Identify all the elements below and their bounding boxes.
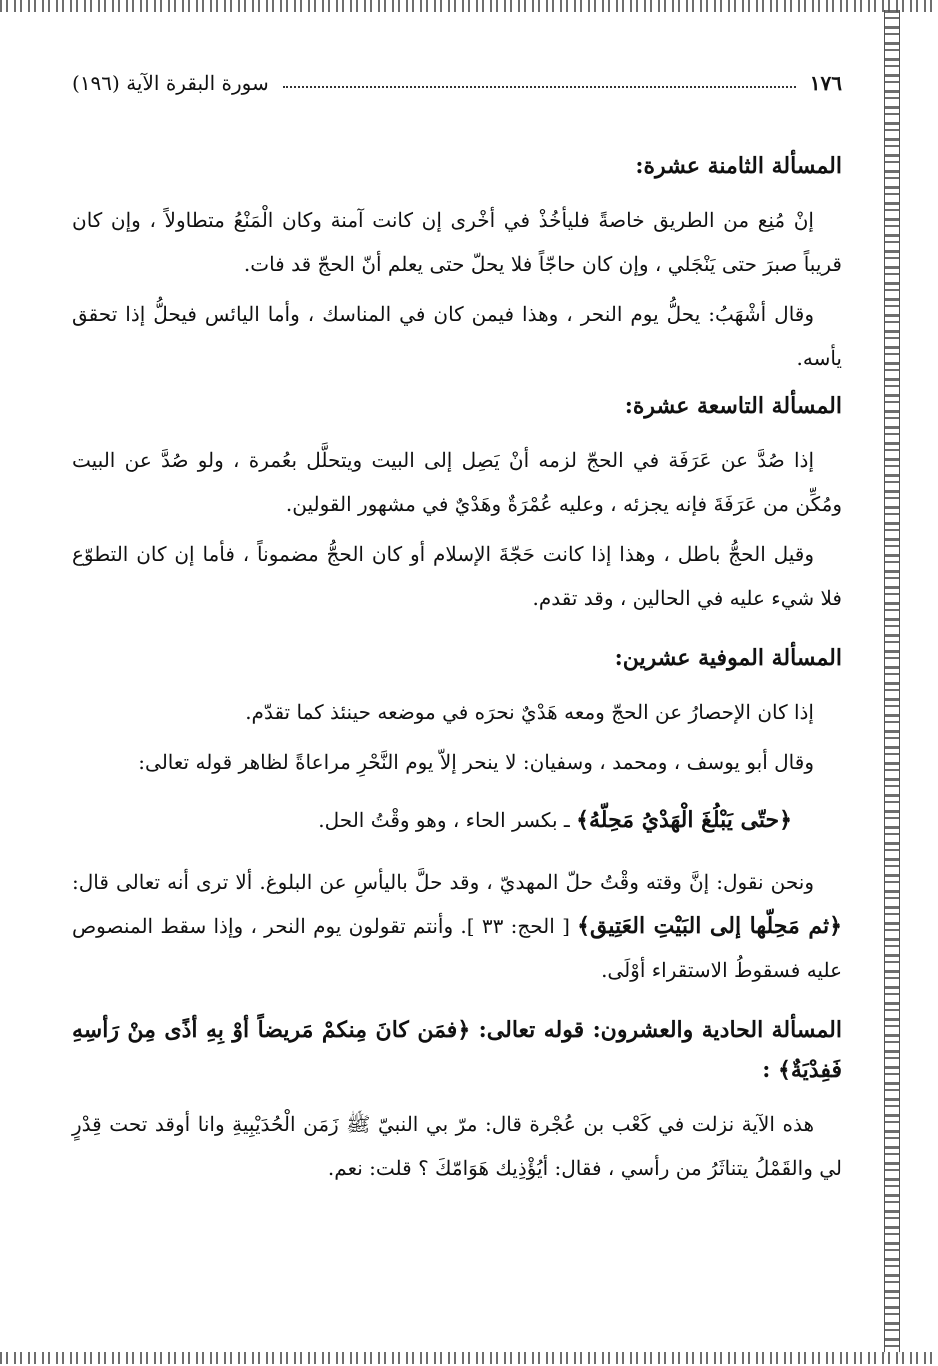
ornamental-border-bottom — [0, 1352, 938, 1364]
running-header — [72, 60, 842, 106]
paragraph: إذا كان الإحصارُ عن الحجّ ومعه هَدْيٌ نحرَه في موضعه حينئذ كما تقدّم. — [245, 700, 814, 724]
paragraph-text: ونحن نقول: إنَّ وقته وقْتُ حلّ المهديّ ، وقد حلَّ باليأسِ عن البلوغ. ألا ترى أنه تعالى قال: — [72, 870, 814, 894]
header-leader-dots — [283, 78, 796, 88]
paragraph-text: [ الحج: ٣٣ ]. وأنتم تقولون يوم النحر ، وإذا سقط المنصوص عليه فسقوطُ الاستقراء أوْلَى. — [72, 914, 842, 982]
section-heading-19: المسألة التاسعة عشرة: — [624, 393, 842, 419]
ornamental-border-top — [0, 0, 938, 12]
quran-verse: ﴿ثم مَحِلّها إلى البَيْتِ العَتِيق﴾ — [577, 913, 842, 939]
quote-commentary: ـ بكسر الحاء ، وهو وقْتُ الحل. — [318, 808, 577, 832]
paragraph: وقيل الحجُّ باطل ، وهذا إذا كانت حَجّةَ الإسلام أو كان الحجُّ مضموناً ، فأما إن كان التطوّع فلا شيء عليه في الحالين ، وقد تقدم. — [72, 542, 842, 610]
page-body — [72, 60, 842, 1196]
section-heading-20: المسألة الموفية عشرين: — [614, 645, 842, 671]
chapter-title: سورة البقرة الآية (١٩٦) — [72, 71, 269, 95]
page-number: ١٧٦ — [809, 71, 842, 95]
section-heading-21: المسألة الحادية والعشرون: قوله تعالى: ﴿فمَن كانَ مِنكمْ مَريضاً أوْ بِهِ أذًى مِنْ رَأسِهِ فَفِدْيَةٌ﴾ : — [72, 1017, 842, 1083]
paragraph: إذا صُدَّ عن عَرَفَة في الحجّ لزمه أنْ يَصِل إلى البيت ويتحلَّل بعُمرة ، ولو صُدَّ عن البيت ومُكِّن من عَرَفَةَ فإنه يجزئه ، وعليه عُمْرَةٌ وهَدْيٌ في مشهور القولين. — [72, 448, 842, 516]
paragraph: وقال أبو يوسف ، ومحمد ، وسفيان: لا ينحر إلاّ يوم النَّحْرِ مراعاةً لظاهر قوله تعالى: — [138, 750, 814, 774]
paragraph — [72, 860, 842, 992]
quran-quote-line — [72, 790, 842, 850]
paragraph: وقال أشْهَبُ: يحلُّ يوم النحر ، وهذا فيمن كان في المناسك ، وأما اليائس فيحلُّ إذا تحقق يأسه. — [72, 302, 842, 370]
ornamental-border-right — [884, 10, 900, 1354]
quran-verse: ﴿حتّى يَبْلُغَ الْهَدْيُ مَحِلّهُ﴾ — [576, 807, 792, 833]
paragraph: هذه الآية نزلت في كَعْب بن عُجْرة قال: مرّ بي النبيّ ﷺ زَمَن الْحُدَيْبِيةِ وانا أوقد تحت قِدْرٍ لي والقَمْلُ يتناثَرُ من رأسي ، فقال: أيُؤْذِيك هَوَامّكَ ؟ قلت: نعم. — [72, 1112, 842, 1180]
paragraph: إنْ مُنِع من الطريق خاصةً فليأخُذْ في أخْرى إن كانت آمنة وكان الْمَنْعُ متطاولاً ، وإن كان قريباً صبرَ حتى يَنْجَلي ، وإن كان حاجّاً فلا يحلّ حتى يعلم أنّ الحجّ قد فات. — [72, 208, 842, 276]
section-heading-18: المسألة الثامنة عشرة: — [635, 153, 842, 179]
